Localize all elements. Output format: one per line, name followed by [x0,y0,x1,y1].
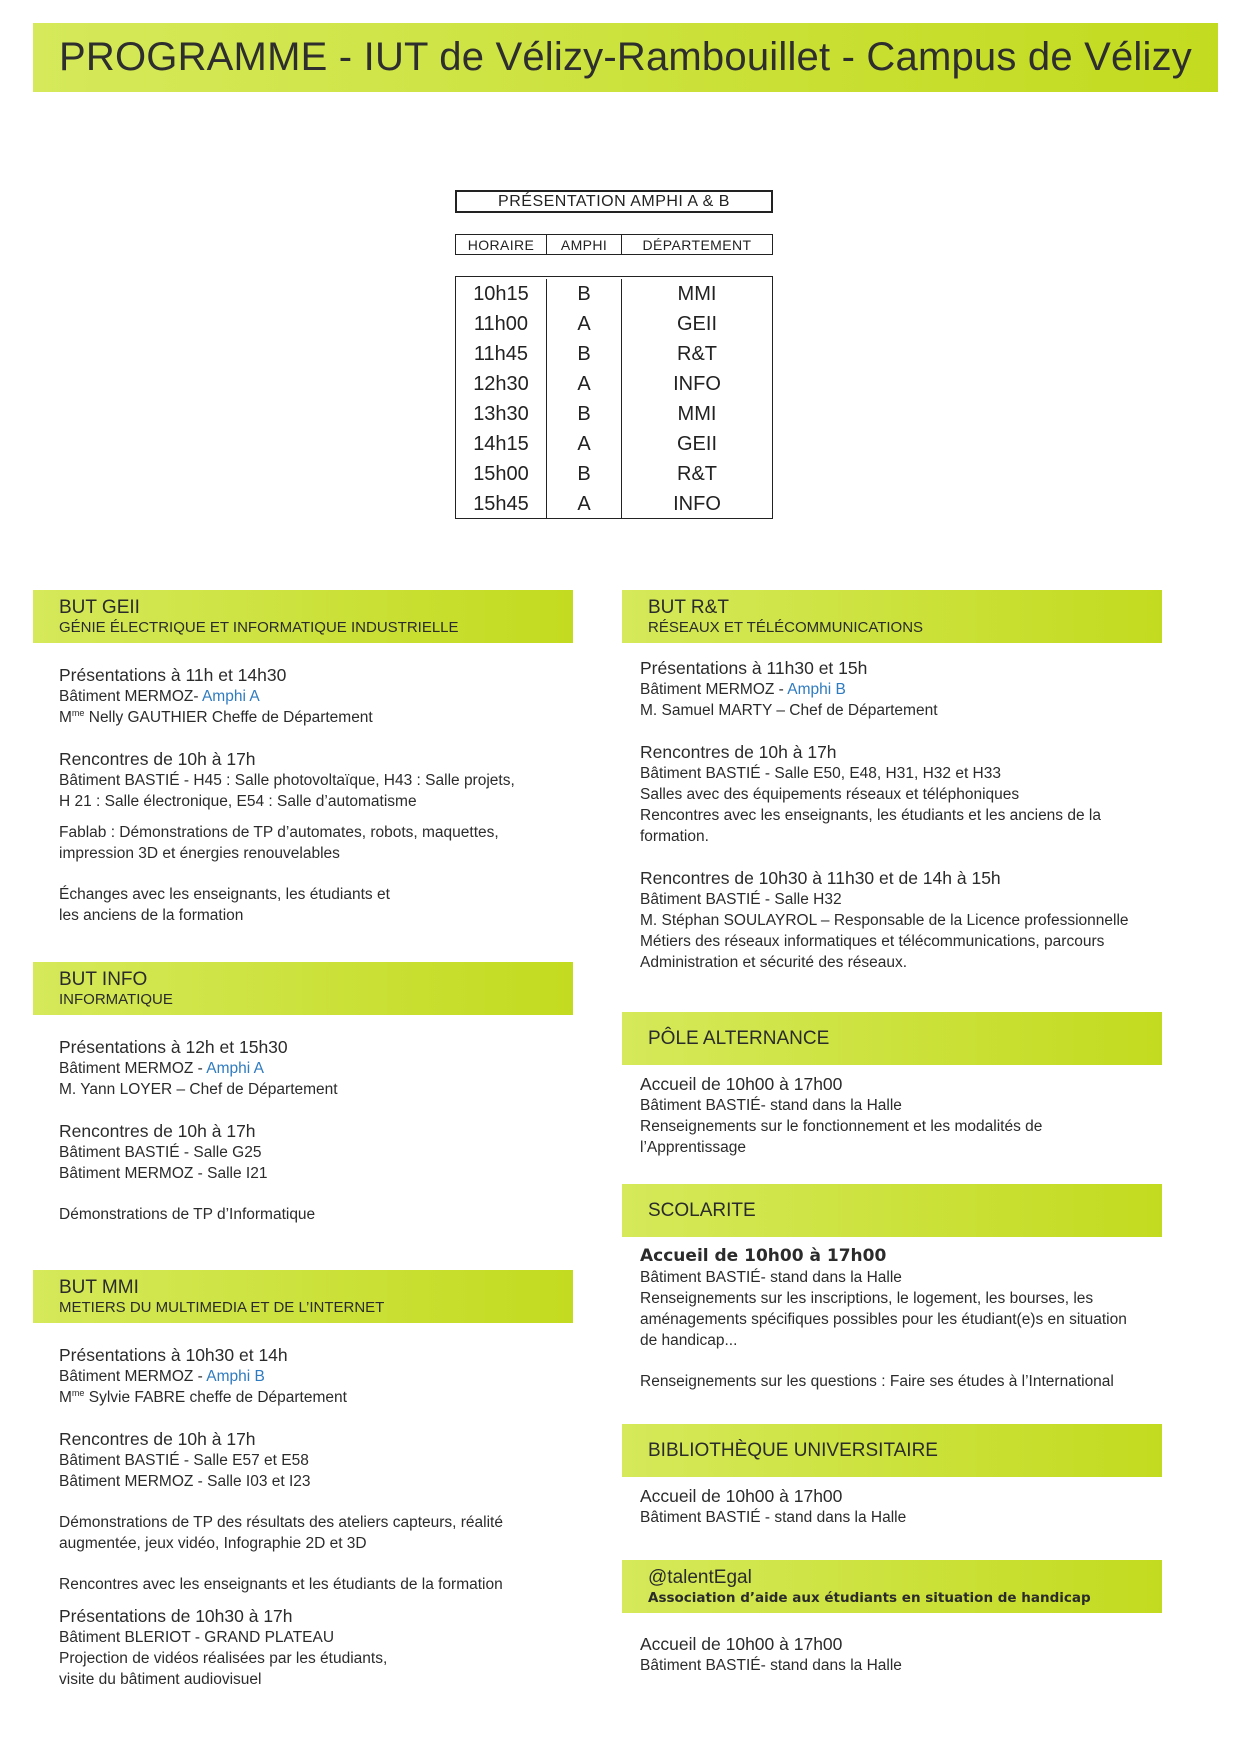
scolarite-line: Bâtiment BASTIÉ- stand dans la Halle [640,1269,902,1286]
geii-fablab-line: impression 3D et énergies renouvelables [59,845,340,862]
geii-head-person [59,707,579,728]
table-cell: GEII [676,433,717,455]
section-mmi-content [59,1344,579,1690]
table-cell: INFO [673,373,721,395]
mmi-demo-line: augmentée, jeux vidéo, Infographie 2D et 3D [59,1535,367,1552]
geii-exchange-line: Échanges avec les enseignants, les étudiants et [59,886,390,903]
section-alternance-header [622,1012,1162,1065]
rt-building: Bâtiment MERMOZ - [640,681,788,698]
section-mmi-header [33,1270,573,1323]
mmi-meet-line: Rencontres avec les enseignants et les étudiants de la formation [59,1576,503,1593]
rt-meetings2-line: Administration et sécurité des réseaux. [640,954,908,971]
mmi-meetings-line: Bâtiment MERMOZ - Salle I03 et I23 [59,1473,311,1490]
info-meetings-line: Bâtiment BASTIÉ - Salle G25 [59,1144,262,1161]
title-m: M [59,709,72,726]
mmi-presentations2-line: Projection de vidéos réalisées par les étudiants, [59,1650,388,1667]
section-talent-title: @talentEgal [648,1566,752,1588]
section-geii-header [33,590,573,643]
geii-amphi-link[interactable]: Amphi A [201,688,260,705]
section-info-content [59,1036,579,1225]
column-horaire [456,279,547,518]
title-me-superscript: me [71,707,85,718]
section-talent-header [622,1560,1162,1613]
info-head-person: M. Yann LOYER – Chef de Département [59,1081,338,1098]
talent-line: Bâtiment BASTIÉ- stand dans la Halle [640,1657,902,1674]
table-cell: 13h30 [473,403,529,425]
geii-fablab-line: Fablab : Démonstrations de TP d’automates, robots, maquettes, [59,824,499,841]
table-cell: R&T [677,463,717,485]
section-talent-subtitle: Association d’aide aux étudiants en situation de handicap [648,1589,1091,1606]
schedule-table [455,276,773,519]
mmi-building: Bâtiment MERMOZ - [59,1368,207,1385]
alternance-line: Renseignements sur le fonctionnement et les modalités de [640,1118,1043,1135]
table-cell: A [577,373,591,395]
mmi-presentations-title: Présentations à 10h30 et 14h [59,1345,288,1365]
rt-head-person: M. Samuel MARTY – Chef de Département [640,702,938,719]
section-geii-title: BUT GEII [59,596,140,618]
section-rt-title: BUT R&T [648,596,729,618]
section-bu-header [622,1424,1162,1477]
column-departement [622,279,772,518]
scolarite-hours: Accueil de 10h00 à 17h00 [640,1246,887,1266]
geii-exchange-line: les anciens de la formation [59,907,244,924]
info-meetings-title: Rencontres de 10h à 17h [59,1121,256,1141]
table-cell: B [577,403,591,425]
section-geii-subtitle: GÉNIE ÉLECTRIQUE ET INFORMATIQUE INDUSTRIELLE [59,618,459,636]
section-info-subtitle: INFORMATIQUE [59,990,173,1008]
rt-amphi-link[interactable]: Amphi B [787,681,846,698]
rt-meetings-line: Rencontres avec les enseignants, les étudiants et les anciens de la [640,807,1101,824]
header-departement: DÉPARTEMENT [642,236,752,253]
info-amphi-link[interactable]: Amphi A [206,1060,265,1077]
rt-meetings-title: Rencontres de 10h à 17h [640,742,837,762]
table-cell: 15h00 [473,463,529,485]
info-presentations-location [59,1058,579,1079]
section-mmi-subtitle: METIERS DU MULTIMEDIA ET DE L’INTERNET [59,1298,385,1316]
section-talent-content [640,1633,1200,1676]
rt-meetings-line: Bâtiment BASTIÉ - Salle E50, E48, H31, H32 et H33 [640,765,1001,782]
table-cell: B [577,463,591,485]
table-cell: B [577,283,591,305]
mmi-presentations2-building: Bâtiment BLERIOT - GRAND PLATEAU [59,1629,335,1646]
title-m: M [59,1389,72,1406]
table-cell: MMI [677,403,717,425]
section-rt-header [622,590,1162,643]
rt-meetings-line: Salles avec des équipements réseaux et téléphoniques [640,786,1020,803]
schedule-header [455,234,773,255]
rt-meetings2-line: Métiers des réseaux informatiques et télécommunications, parcours [640,933,1105,950]
scolarite-line: aménagements spécifiques possibles pour les étudiant(e)s en situation [640,1311,1127,1328]
mmi-presentations2-line: visite du bâtiment audiovisuel [59,1671,262,1688]
table-cell: A [577,313,591,335]
rt-presentations-title: Présentations à 11h30 et 15h [640,658,868,678]
section-bu-content [640,1485,1200,1528]
talent-hours: Accueil de 10h00 à 17h00 [640,1634,843,1654]
table-cell: 11h00 [473,313,529,335]
table-cell: 11h45 [473,343,529,365]
table-cell: A [577,493,591,515]
bu-line: Bâtiment BASTIÉ - stand dans la Halle [640,1509,907,1526]
alternance-hours: Accueil de 10h00 à 17h00 [640,1074,843,1094]
geii-meetings-line: Bâtiment BASTIÉ - H45 : Salle photovoltaïque, H43 : Salle projets, [59,772,515,789]
table-cell: INFO [673,493,721,515]
alternance-line: Bâtiment BASTIÉ- stand dans la Halle [640,1097,902,1114]
table-cell: 10h15 [473,283,529,305]
mmi-amphi-link[interactable]: Amphi B [206,1368,265,1385]
column-amphi [547,279,622,518]
section-geii-content [59,664,579,926]
geii-presentations-location [59,686,579,707]
section-scolarite-title: SCOLARITE [648,1199,756,1221]
page-title: PROGRAMME - IUT de Vélizy-Rambouillet - Campus de Vélizy [59,35,1192,79]
table-cell: 12h30 [473,373,529,395]
table-cell: 15h45 [473,493,529,515]
table-cell: MMI [677,283,717,305]
section-info-header [33,962,573,1015]
section-bu-title: BIBLIOTHÈQUE UNIVERSITAIRE [648,1439,938,1461]
mmi-presentations-location [59,1366,579,1387]
info-demo-line: Démonstrations de TP d’Informatique [59,1206,316,1223]
geii-building: Bâtiment MERMOZ- [59,688,202,705]
section-info-title: BUT INFO [59,968,148,990]
alternance-line: l’Apprentissage [640,1139,746,1156]
section-alternance-content [640,1073,1200,1158]
geii-meetings-line: H 21 : Salle électronique, E54 : Salle d’automatisme [59,793,417,810]
bu-hours: Accueil de 10h00 à 17h00 [640,1486,843,1506]
mmi-head-person [59,1387,579,1408]
geii-meetings-title: Rencontres de 10h à 17h [59,749,256,769]
section-alternance-title: PÔLE ALTERNANCE [648,1027,830,1049]
info-building: Bâtiment MERMOZ - [59,1060,207,1077]
table-cell: B [577,343,591,365]
table-cell: 14h15 [473,433,529,455]
mmi-person-name: Sylvie FABRE cheffe de Département [84,1389,347,1406]
table-cell: A [577,433,591,455]
info-presentations-title: Présentations à 12h et 15h30 [59,1037,288,1057]
section-rt-content [640,657,1200,973]
geii-person-name: Nelly GAUTHIER Cheffe de Département [84,709,373,726]
section-scolarite-header [622,1184,1162,1237]
scolarite-line: Renseignements sur les questions : Faire ses études à l’International [640,1373,1114,1390]
scolarite-line: de handicap... [640,1332,738,1349]
schedule-title: PRÉSENTATION AMPHI A & B [455,190,773,213]
table-cell: R&T [677,343,717,365]
rt-meetings2-title: Rencontres de 10h30 à 11h30 et de 14h à 15h [640,868,1001,888]
rt-meetings2-line: M. Stéphan SOULAYROL – Responsable de la Licence professionnelle [640,912,1129,929]
rt-meetings2-line: Bâtiment BASTIÉ - Salle H32 [640,891,842,908]
header-horaire: HORAIRE [456,235,547,254]
rt-meetings-line: formation. [640,828,709,845]
info-meetings-line: Bâtiment MERMOZ - Salle I21 [59,1165,268,1182]
section-mmi-title: BUT MMI [59,1276,139,1298]
rt-presentations-location [640,679,1200,700]
mmi-meetings-line: Bâtiment BASTIÉ - Salle E57 et E58 [59,1452,309,1469]
section-scolarite-content [640,1245,1200,1392]
geii-presentations-title: Présentations à 11h et 14h30 [59,665,287,685]
section-rt-subtitle: RÉSEAUX ET TÉLÉCOMMUNICATIONS [648,618,924,636]
header-amphi: AMPHI [547,235,622,254]
scolarite-line: Renseignements sur les inscriptions, le logement, les bourses, les [640,1290,1094,1307]
mmi-demo-line: Démonstrations de TP des résultats des ateliers capteurs, réalité [59,1514,503,1531]
mmi-meetings-title: Rencontres de 10h à 17h [59,1429,256,1449]
mmi-presentations2-title: Présentations de 10h30 à 17h [59,1606,293,1626]
table-cell: GEII [676,313,717,335]
page-banner [33,23,1218,92]
title-me-superscript: me [71,1387,85,1398]
